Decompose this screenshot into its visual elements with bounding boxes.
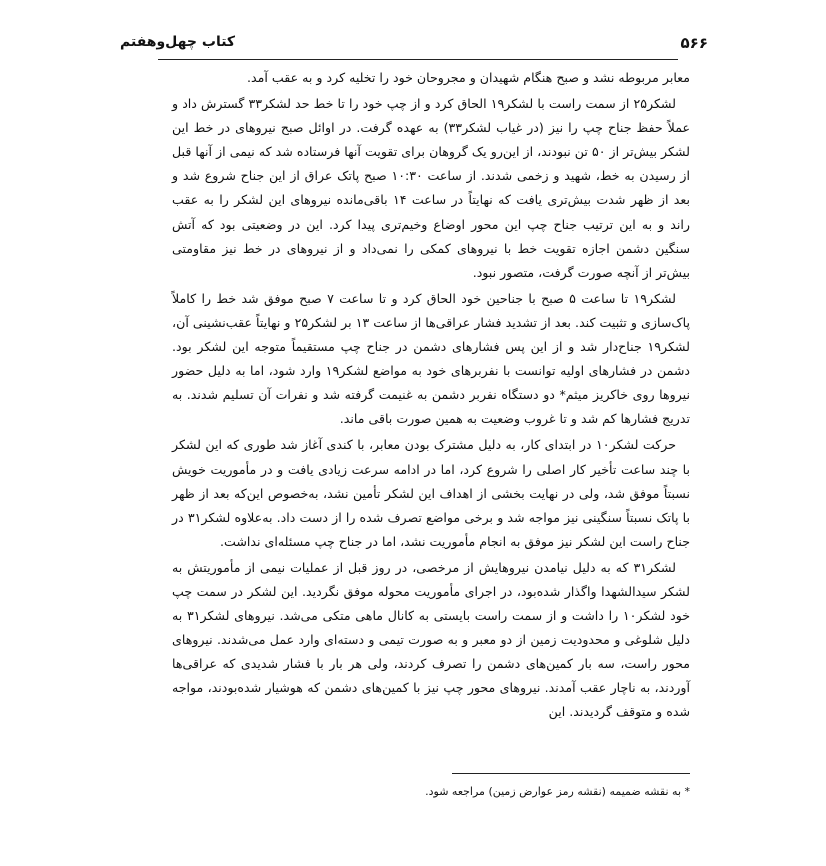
paragraph: لشکر۱۹ تا ساعت ۵ صبح با جناحین خود الحاق کرد و تا ساعت ۷ صبح موفق شد خط را کاملاً پاک‌سازی و تثبیت کند. بعد از تشدید فشار عراقی‌ها از ساعت ۱۳ بر لشکر۲۵ و نهایتاً عقب‌نشینی آن، لشکر۱۹ جناح‌دار شد و از این پس فشارهای دشمن در جناح چپ مستقیماً متوجه این لشکر بود. دشمن در فشارهای اولیه توانست با نفربرهای خود به مواضع لشکر۱۹ وارد شود، اما به دلیل حضور نیروها روی خاکریز میثم* دو دستگاه نفربر دشمن به غنیمت گرفته شد و نفرات آن تسلیم شدند. به تدریج فشارها کم شد و تا غروب وضعیت به همین صورت باقی ماند. [172,290,690,427]
paragraph: حرکت لشکر۱۰ در ابتدای کار، به دلیل مشترک بودن معابر، با کندی آغاز شد طوری که این لشکر با چند ساعت تأخیر کار اصلی را شروع کرد، اما در ادامه سرعت زیادی یافت و در مأموریت خویش نسبتاً موفق شد، ولی در نهایت بخشی از اهداف این لشکر تأمین نشد، به‌خصوص این‌که بعد از ظهر با پاتک نسبتاً سنگینی نیز مواجه شد و برخی مواضع تصرف شده را از دست داد. به‌علاوه لشکر۳۱ در جناح راست این لشکر نیز موفق به انجام مأموریت نشد، اما در جناح چپ مسئله‌ای نداشت. [172,437,690,549]
book-title: کتاب چهل‌وهفتم [120,34,236,50]
page-header [120,34,708,56]
paragraph: لشکر۳۱ که به دلیل نیامدن نیروهایش از مرخصی، در روز قبل از عملیات نیمی از مأموریتش به لشکر سیدالشهدا واگذار شده‌بود، در اجرای مأموریت محوله موفق نگردید. این لشکر در سمت چپ خود لشکر۱۰ را داشت و از سمت راست بایستی به کانال ماهی متکی می‌شد. نیروهای لشکر۳۱ به دلیل شلوغی و محدودیت زمین از دو معبر و به صورت تیمی و دسته‌ای وارد عمل می‌شدند. نیروهای محور راست، سه بار کمین‌های دشمن را تصرف کردند، ولی هر بار با فشار شدیدی که عراقی‌ها آوردند، به ناچار عقب آمدند. نیروهای محور چپ نیز با کمین‌های دشمن که هوشیار شده‌بودند، مواجه شده و متوقف گردیدند. این [172,559,690,720]
body-text [172,66,690,727]
paragraph: لشکر۲۵ از سمت راست با لشکر۱۹ الحاق کرد و از چپ خود را تا خط حد لشکر۳۳ گسترش داد و عملاً حفظ جناح چپ را نیز (در غیاب لشکر۳۳) به عهده گرفت. در اوائل صبح نیروهای در خط این لشکر بیش‌تر از ۵۰ تن نبودند، از این‌رو یک گروهان برای تقویت آنها فرستاده شد که نیمی از آنها قبل از رسیدن به خط، شهید و زخمی شدند. از ساعت ۱۰:۳۰ صبح پاتک عراق از این جناح شروع شد و بعد از ظهر شدت بیش‌تری یافت که نهایتاً در ساعت ۱۴ باقی‌مانده نیروهای این لشکر را به عقب راند و به این ترتیب جناح چپ این محور اوضاع وخیم‌تری پیدا کرد. این در وضعیتی بود که آتش سنگین دشمن اجازه تقویت خط با نیروهای کمکی را نمی‌داد و از نیروهای در خط نیز مقاومتی بیش‌تر از آنچه صورت گرفت، متصور نبود. [172,96,690,280]
page-number: ۵۶۶ [680,34,708,52]
header-divider [158,59,678,60]
footnote: * به نقشه ضمیمه (نقشه رمز عوارض زمین) مراجعه شود. [425,785,690,798]
footnote-divider [452,773,690,774]
paragraph: معابر مربوطه نشد و صبح هنگام شهیدان و مجروحان خود را تخلیه کرد و به عقب آمد. [247,70,690,85]
